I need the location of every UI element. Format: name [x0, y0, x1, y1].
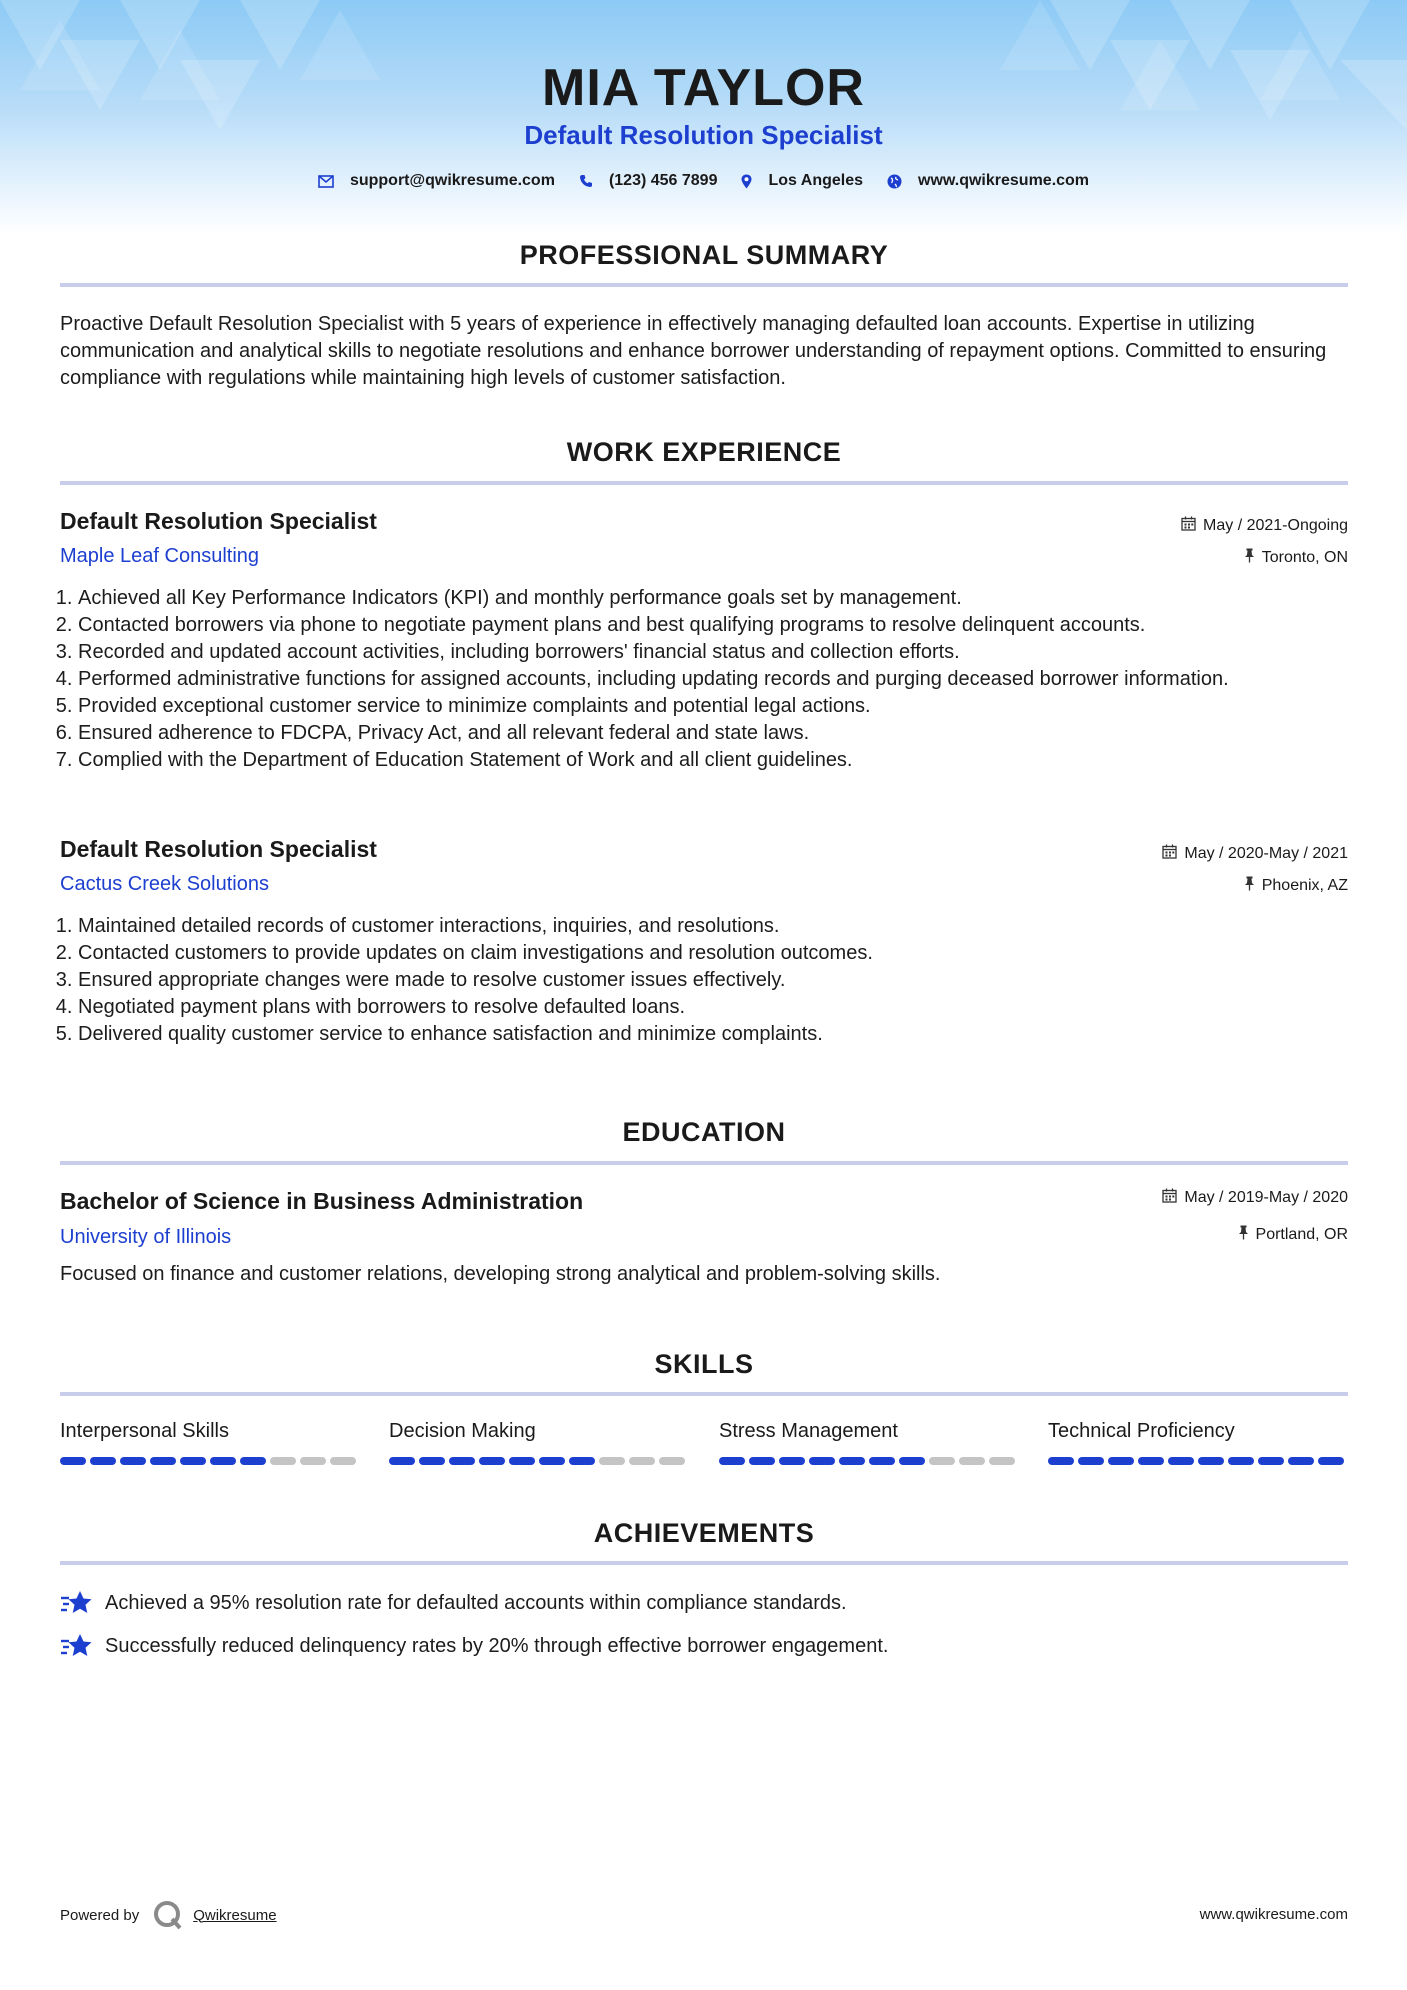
skill-segment-filled	[60, 1457, 86, 1465]
summary-heading: PROFESSIONAL SUMMARY	[519, 240, 889, 270]
skill-segment-filled	[479, 1457, 505, 1465]
contact-bar	[0, 172, 1407, 190]
skill-segment-filled	[150, 1457, 176, 1465]
pushpin-icon	[1244, 876, 1255, 896]
qwikresume-logo-icon	[153, 1900, 183, 1930]
skill-segment-empty	[270, 1457, 296, 1465]
list-item: 5. Provided exceptional customer service to minimize complaints and potential legal actions.	[78, 693, 1308, 720]
summary-text: Proactive Default Resolution Specialist with 5 years of experience in effectively managing defaulted loan accounts. Expertise in utilizing communication and analytical skills to negotiate resolutions and enhance borrower understanding of repayment options. Committed to ensuring compliance with regulations while maintaining high levels of customer satisfaction.	[60, 313, 1327, 389]
star-icon	[60, 1633, 93, 1659]
pushpin-icon	[1244, 548, 1255, 568]
education-heading: EDUCATION	[622, 1117, 786, 1147]
skill-segment-filled	[509, 1457, 535, 1465]
education-dates	[1162, 1188, 1348, 1208]
skill-segment-filled	[539, 1457, 565, 1465]
list-item: 3. Recorded and updated account activities, including borrowers' financial status and collection efforts.	[78, 639, 1308, 666]
skill-segment-filled	[240, 1457, 266, 1465]
skill-segment-filled	[1168, 1457, 1194, 1465]
skill-segment-filled	[569, 1457, 595, 1465]
pushpin-icon	[1238, 1225, 1249, 1245]
map-pin-icon	[741, 174, 752, 189]
globe-icon	[887, 174, 902, 189]
location-text: Los Angeles	[768, 172, 864, 189]
achievement-item	[60, 1633, 888, 1659]
footer-powered-by	[60, 1900, 277, 1930]
phone-text: (123) 456 7899	[608, 172, 718, 189]
skill-label: Decision Making	[389, 1420, 536, 1442]
job-1-location-text: Toronto, ON	[1261, 549, 1348, 566]
candidate-name: MIA TAYLOR	[542, 59, 865, 117]
skill-segment-filled	[1288, 1457, 1314, 1465]
job-1-dates-text: May / 2021-Ongoing	[1203, 517, 1348, 534]
skill-bar	[60, 1457, 360, 1465]
achievement-item	[60, 1590, 847, 1616]
calendar-icon	[1162, 1188, 1177, 1208]
experience-heading: WORK EXPERIENCE	[566, 437, 842, 467]
list-item: 2. Contacted borrowers via phone to negotiate payment plans and best qualifying programs to resolve delinquent accounts.	[78, 612, 1308, 639]
achievements-heading: ACHIEVEMENTS	[593, 1518, 815, 1548]
skill-segment-filled	[1138, 1457, 1164, 1465]
phone-icon	[579, 174, 593, 188]
contact-phone[interactable]	[579, 172, 718, 190]
education-description: Focused on finance and customer relations, developing strong analytical and problem-solving skills.	[60, 1263, 941, 1285]
skill-segment-empty	[599, 1457, 625, 1465]
skill-segment-empty	[659, 1457, 685, 1465]
skill-segment-filled	[120, 1457, 146, 1465]
education-divider	[60, 1161, 1348, 1165]
qwikresume-link[interactable]: Qwikresume	[193, 1906, 277, 1924]
footer-website[interactable]: www.qwikresume.com	[1199, 1906, 1348, 1923]
contact-location	[741, 172, 863, 190]
skill-label: Technical Proficiency	[1048, 1420, 1235, 1442]
skill-label: Interpersonal Skills	[60, 1420, 229, 1442]
skills-divider	[60, 1392, 1348, 1396]
website-text: www.qwikresume.com	[918, 172, 1090, 189]
skill-segment-filled	[809, 1457, 835, 1465]
contact-email[interactable]	[318, 172, 555, 190]
education-school: University of Illinois	[60, 1226, 232, 1248]
list-item: 1. Maintained detailed records of customer interactions, inquiries, and resolutions.	[78, 913, 1308, 940]
skill-interpersonal	[60, 1420, 360, 1465]
skill-segment-filled	[210, 1457, 236, 1465]
skill-segment-filled	[449, 1457, 475, 1465]
skill-segment-filled	[1108, 1457, 1134, 1465]
skill-segment-filled	[389, 1457, 415, 1465]
skill-segment-filled	[719, 1457, 745, 1465]
achievement-text: Successfully reduced delinquency rates by 20% through effective borrower engagement.	[105, 1634, 889, 1657]
job-2-location	[1244, 876, 1348, 896]
skill-segment-filled	[1048, 1457, 1074, 1465]
skill-segment-empty	[629, 1457, 655, 1465]
skill-segment-filled	[90, 1457, 116, 1465]
skill-segment-filled	[1078, 1457, 1104, 1465]
powered-by-label: Powered by	[60, 1906, 140, 1924]
job-2-dates-text: May / 2020-May / 2021	[1184, 845, 1348, 862]
list-item: 1. Achieved all Key Performance Indicators (KPI) and monthly performance goals set by management.	[78, 585, 1308, 612]
job-2-dates	[1162, 844, 1348, 864]
skill-segment-empty	[300, 1457, 326, 1465]
skill-segment-empty	[330, 1457, 356, 1465]
achievements-divider	[60, 1561, 1348, 1565]
skills-heading: SKILLS	[654, 1349, 754, 1379]
skill-bar	[719, 1457, 1019, 1465]
list-item: 3. Ensured appropriate changes were made to resolve customer issues effectively.	[78, 967, 1308, 994]
list-item: 7. Complied with the Department of Education Statement of Work and all client guidelines.	[78, 747, 1308, 774]
skill-label: Stress Management	[719, 1420, 898, 1442]
list-item: 2. Contacted customers to provide updates on claim investigations and resolution outcomes.	[78, 940, 1308, 967]
skill-stress-management	[719, 1420, 1019, 1465]
job-1-dates	[1181, 516, 1348, 536]
skill-segment-filled	[1258, 1457, 1284, 1465]
skill-segment-filled	[1318, 1457, 1344, 1465]
job-1-location	[1244, 548, 1348, 568]
skill-segment-filled	[899, 1457, 925, 1465]
job-2-bullets	[60, 913, 1308, 1048]
job-1-bullets	[60, 585, 1308, 774]
skill-segment-filled	[1228, 1457, 1254, 1465]
job-2-company: Cactus Creek Solutions	[60, 873, 269, 895]
skill-decision-making	[389, 1420, 689, 1465]
email-text: support@qwikresume.com	[349, 172, 555, 189]
job-2-title: Default Resolution Specialist	[60, 836, 377, 862]
skill-technical-proficiency	[1048, 1420, 1348, 1465]
achievement-text: Achieved a 95% resolution rate for defaulted accounts within compliance standards.	[105, 1591, 847, 1614]
skill-segment-filled	[419, 1457, 445, 1465]
skill-segment-filled	[779, 1457, 805, 1465]
education-degree: Bachelor of Science in Business Administration	[60, 1188, 584, 1214]
skill-segment-empty	[929, 1457, 955, 1465]
skill-bar	[1048, 1457, 1348, 1465]
skill-bar	[389, 1457, 689, 1465]
candidate-title: Default Resolution Specialist	[524, 120, 883, 150]
education-location-text: Portland, OR	[1255, 1226, 1348, 1243]
education-location	[1238, 1225, 1348, 1245]
job-1-title: Default Resolution Specialist	[60, 508, 377, 534]
skill-segment-filled	[180, 1457, 206, 1465]
envelope-icon	[318, 175, 334, 188]
star-icon	[60, 1590, 93, 1616]
calendar-icon	[1162, 844, 1177, 864]
skill-segment-empty	[959, 1457, 985, 1465]
list-item: 6. Ensured adherence to FDCPA, Privacy Act, and all relevant federal and state laws.	[78, 720, 1308, 747]
list-item: 5. Delivered quality customer service to enhance satisfaction and minimize complaints.	[78, 1021, 1308, 1048]
skill-segment-filled	[869, 1457, 895, 1465]
list-item: 4. Negotiated payment plans with borrowers to resolve defaulted loans.	[78, 994, 1308, 1021]
skill-segment-filled	[839, 1457, 865, 1465]
skill-segment-empty	[989, 1457, 1015, 1465]
skill-segment-filled	[749, 1457, 775, 1465]
job-2-location-text: Phoenix, AZ	[1261, 877, 1348, 894]
calendar-icon	[1181, 516, 1196, 536]
skill-segment-filled	[1198, 1457, 1224, 1465]
job-1-company: Maple Leaf Consulting	[60, 545, 260, 567]
contact-website[interactable]	[887, 172, 1089, 190]
education-dates-text: May / 2019-May / 2020	[1184, 1189, 1348, 1206]
list-item: 4. Performed administrative functions for assigned accounts, including updating records and purging deceased borrower information.	[78, 666, 1308, 693]
experience-divider	[60, 481, 1348, 485]
summary-divider	[60, 283, 1348, 287]
